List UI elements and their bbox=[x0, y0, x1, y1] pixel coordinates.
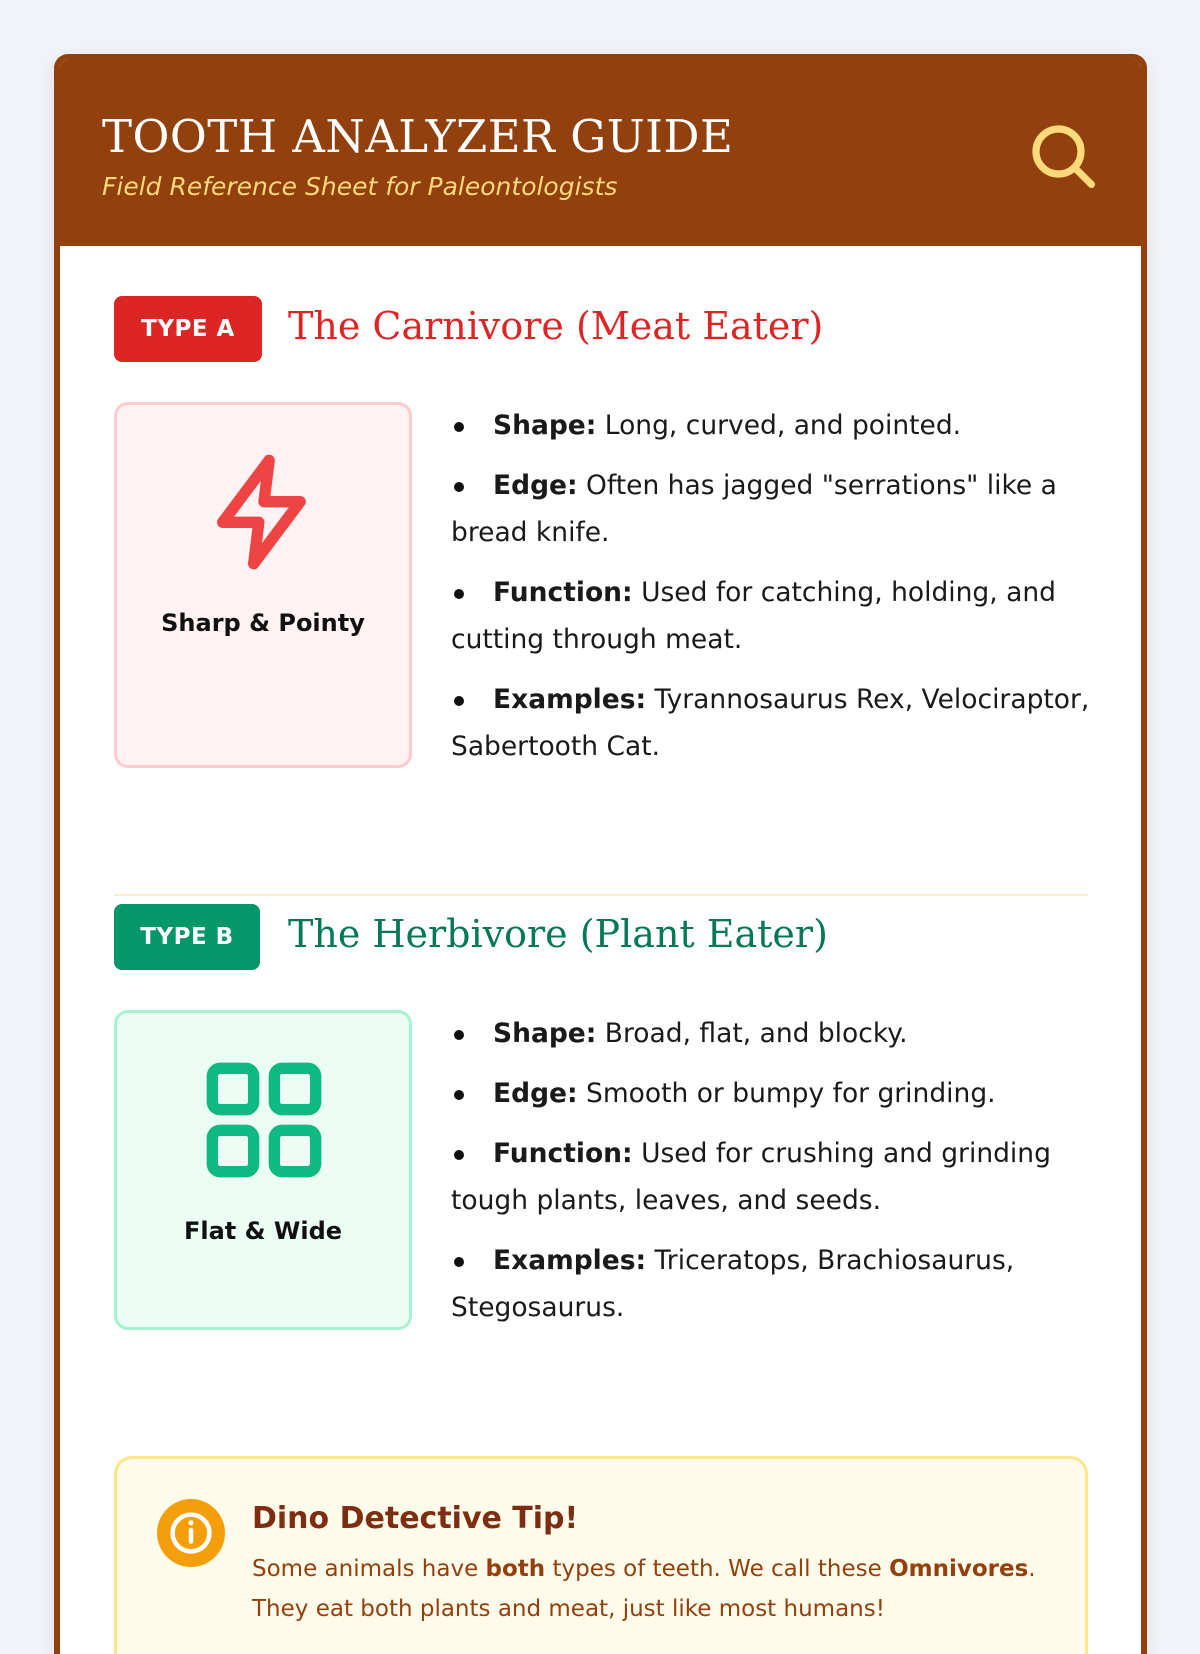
fact-label: Shape: bbox=[493, 1018, 597, 1049]
fact-label: Function: bbox=[493, 1138, 633, 1169]
fact-item bbox=[451, 569, 1091, 663]
herbivore-facts bbox=[451, 1010, 1091, 1344]
herbivore-title: The Herbivore (Plant Eater) bbox=[288, 912, 828, 956]
fact-label: Function: bbox=[493, 577, 633, 608]
guide-header bbox=[60, 60, 1141, 246]
herbivore-tooth-label: Flat & Wide bbox=[183, 1217, 343, 1245]
grid-icon bbox=[202, 1058, 326, 1182]
lightning-icon bbox=[202, 450, 326, 574]
fact-item bbox=[451, 1130, 1091, 1224]
guide-card bbox=[54, 54, 1147, 1654]
carnivore-tooth-card bbox=[114, 402, 412, 768]
fact-label: Examples: bbox=[493, 684, 647, 715]
carnivore-facts bbox=[451, 402, 1091, 783]
page-subtitle: Field Reference Sheet for Paleontologists bbox=[102, 172, 618, 201]
fact-text: Long, curved, and pointed. bbox=[596, 410, 962, 441]
fact-label: Shape: bbox=[493, 410, 597, 441]
tip-text: Some animals have both types of teeth. We call these Omnivores. They eat both plants and meat, just like most humans! bbox=[252, 1556, 1036, 1622]
fact-item bbox=[451, 1237, 1091, 1331]
search-icon[interactable] bbox=[1027, 120, 1099, 192]
fact-text: Often has jagged "serrations" like a bread knife. bbox=[451, 470, 1057, 548]
carnivore-tooth-label: Sharp & Pointy bbox=[161, 609, 365, 637]
section-divider bbox=[114, 894, 1088, 896]
fact-text: Triceratops, Brachiosaurus, Stegosaurus. bbox=[451, 1245, 1015, 1323]
fact-label: Edge: bbox=[493, 1078, 578, 1109]
fact-item bbox=[451, 402, 1091, 449]
carnivore-title: The Carnivore (Meat Eater) bbox=[288, 304, 824, 348]
fact-item bbox=[451, 1070, 1091, 1117]
info-icon bbox=[157, 1499, 225, 1567]
fact-text: Tyrannosaurus Rex, Velociraptor, Sabertooth Cat. bbox=[451, 684, 1090, 762]
fact-label: Examples: bbox=[493, 1245, 647, 1276]
type-a-badge: TYPE A bbox=[114, 296, 262, 362]
fact-text: Broad, flat, and blocky. bbox=[596, 1018, 908, 1049]
herbivore-tooth-card bbox=[114, 1010, 412, 1330]
fact-text: Used for crushing and grinding tough plants, leaves, and seeds. bbox=[451, 1138, 1051, 1216]
fact-label: Edge: bbox=[493, 470, 578, 501]
detective-tip bbox=[114, 1456, 1088, 1654]
fact-item bbox=[451, 462, 1091, 556]
fact-text: Used for catching, holding, and cutting through meat. bbox=[451, 577, 1056, 655]
fact-item bbox=[451, 676, 1091, 770]
fact-item bbox=[451, 1010, 1091, 1057]
tip-title: Dino Detective Tip! bbox=[252, 1501, 579, 1536]
type-b-badge: TYPE B bbox=[114, 904, 260, 970]
fact-text: Smooth or bumpy for grinding. bbox=[577, 1078, 996, 1109]
page-title: TOOTH ANALYZER GUIDE bbox=[102, 110, 734, 163]
